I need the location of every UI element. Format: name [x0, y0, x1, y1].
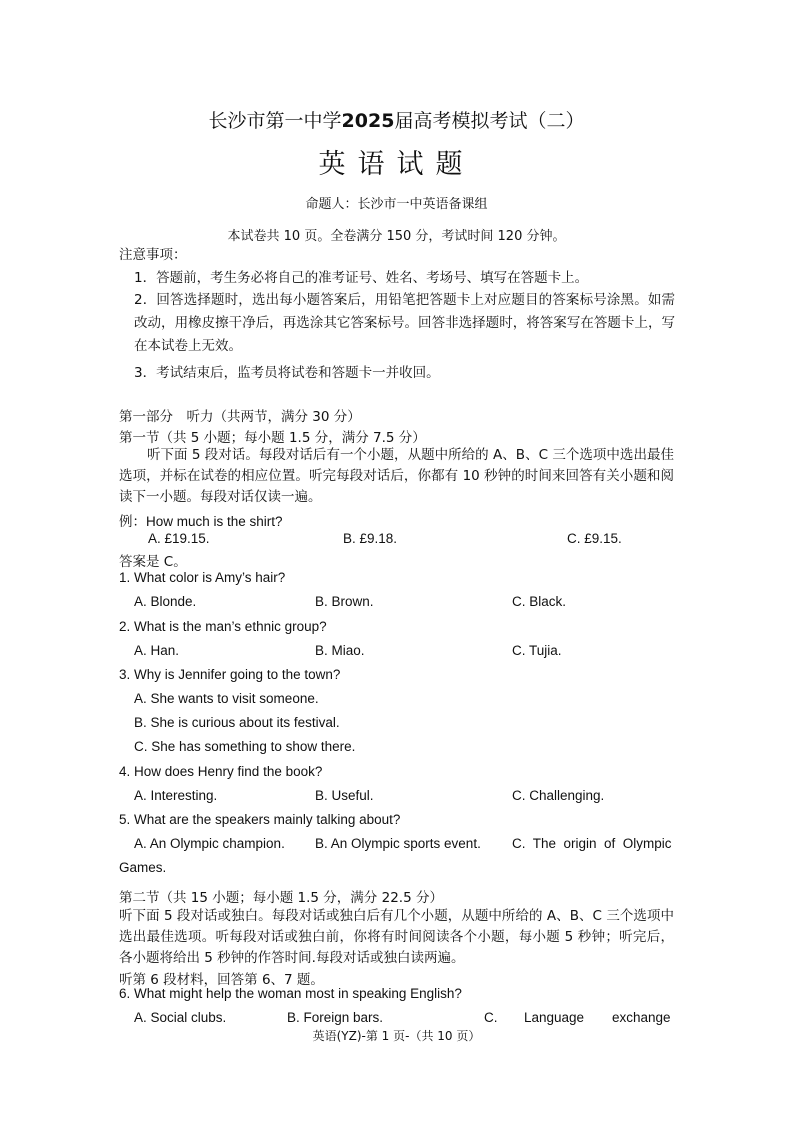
section1-heading: 第一节（共 5 小题；每小题 1.5 分，满分 7.5 分） — [119, 430, 426, 446]
example-answer: 答案是 C。 — [119, 554, 187, 570]
title-suffix: 届高考模拟考试（二） — [394, 110, 585, 132]
question-3: 3. Why is Jennifer going to the town? — [119, 667, 341, 682]
q4-option-b: B. Useful. — [315, 788, 374, 803]
notice-item-1: 1．答题前，考生务必将自己的准考证号、姓名、考场号、填写在答题卡上。 — [134, 270, 589, 286]
question-2: 2. What is the man’s ethnic group? — [119, 619, 327, 634]
q5-option-b: B. An Olympic sports event. — [315, 836, 481, 851]
subject-title: 英语试题 — [318, 149, 475, 180]
question-6: 6. What might help the woman most in speaking English? — [119, 986, 462, 1001]
q6-option-c-word1: Language — [524, 1010, 585, 1025]
q5-option-c: C. The origin of Olympic — [512, 836, 672, 851]
q1-option-c: C. Black. — [512, 594, 567, 609]
q4-option-c: C. Challenging. — [512, 788, 605, 803]
q1-option-a: A. Blonde. — [134, 594, 197, 609]
q6-option-b: B. Foreign bars. — [287, 1010, 384, 1025]
exam-info: 本试卷共 10 页。全卷满分 150 分，考试时间 120 分钟。 — [227, 229, 566, 244]
q5-option-c-continued: Games. — [119, 860, 167, 875]
q6-option-a: A. Social clubs. — [134, 1010, 227, 1025]
q3-option-a: A. She wants to visit someone. — [134, 691, 319, 706]
q3-option-b: B. She is curious about its festival. — [134, 715, 340, 730]
notice-item-2-text: 2．回答选择题时，选出每小题答案后，用铅笔把答题卡上对应题目的答案标号涂黑。如需改动，用橡皮擦干净后，再选涂其它答案标号。回答非选择题时，将答案写在答题卡上，写在本试卷上无效。 — [134, 292, 675, 354]
title-year: 2025 — [341, 110, 395, 132]
example-option-c: C. £9.15. — [567, 531, 622, 546]
question-4: 4. How does Henry find the book? — [119, 764, 323, 779]
section2-instructions: 听下面 5 段对话或独白。每段对话或独白后有几个小题，从题中所给的 A、B、C 三个选项中选出最佳选项。听每段对话或独白前，你将有时间阅读各个小题，每小题 5 秒钟；听完后，各小题将给出 5 秒钟的作答时间.每段对话或独白读两遍。 — [119, 908, 674, 966]
exam-title — [0, 106, 793, 133]
q3-option-c: C. She has something to show there. — [134, 739, 356, 754]
example-question: 例：How much is the shirt? — [119, 514, 283, 529]
q1-option-b: B. Brown. — [315, 594, 374, 609]
question-5: 5. What are the speakers mainly talking about? — [119, 812, 401, 827]
q2-option-a: A. Han. — [134, 643, 180, 658]
q4-option-a: A. Interesting. — [134, 788, 218, 803]
page-footer: 英语(YZ)-第 1 页-（共 10 页） — [312, 1029, 481, 1043]
question-1: 1. What color is Amy’s hair? — [119, 570, 286, 585]
material-6-heading: 听第 6 段材料，回答第 6、7 题。 — [119, 972, 324, 988]
section2-heading: 第二节（共 15 小题；每小题 1.5 分，满分 22.5 分） — [119, 890, 443, 906]
example-option-b: B. £9.18. — [343, 531, 398, 546]
q2-option-b: B. Miao. — [315, 643, 365, 658]
q6-option-c-label: C. — [484, 1010, 498, 1025]
q2-option-c: C. Tujia. — [512, 643, 562, 658]
notice-item-3: 3．考试结束后，监考员将试卷和答题卡一并收回。 — [134, 365, 440, 381]
q5-option-a: A. An Olympic champion. — [134, 836, 285, 851]
title-prefix: 长沙市第一中学 — [208, 110, 342, 132]
author-line: 命题人：长沙市一中英语备课组 — [305, 197, 488, 212]
notice-item-2 — [134, 289, 675, 358]
part1-heading: 第一部分 听力（共两节，满分 30 分） — [119, 409, 361, 425]
q6-option-c-word2: exchange — [612, 1010, 671, 1025]
section1-instructions: 听下面 5 段对话。每段对话后有一个小题，从题中所给的 A、B、C 三个选项中选出最佳选项，并标在试卷的相应位置。听完每段对话后，你都有 10 秒钟的时间来回答有关小题和阅读下一小题。每段对话仅读一遍。 — [119, 447, 674, 505]
notice-heading: 注意事项： — [119, 247, 187, 263]
example-option-a: A. £19.15. — [148, 531, 210, 546]
